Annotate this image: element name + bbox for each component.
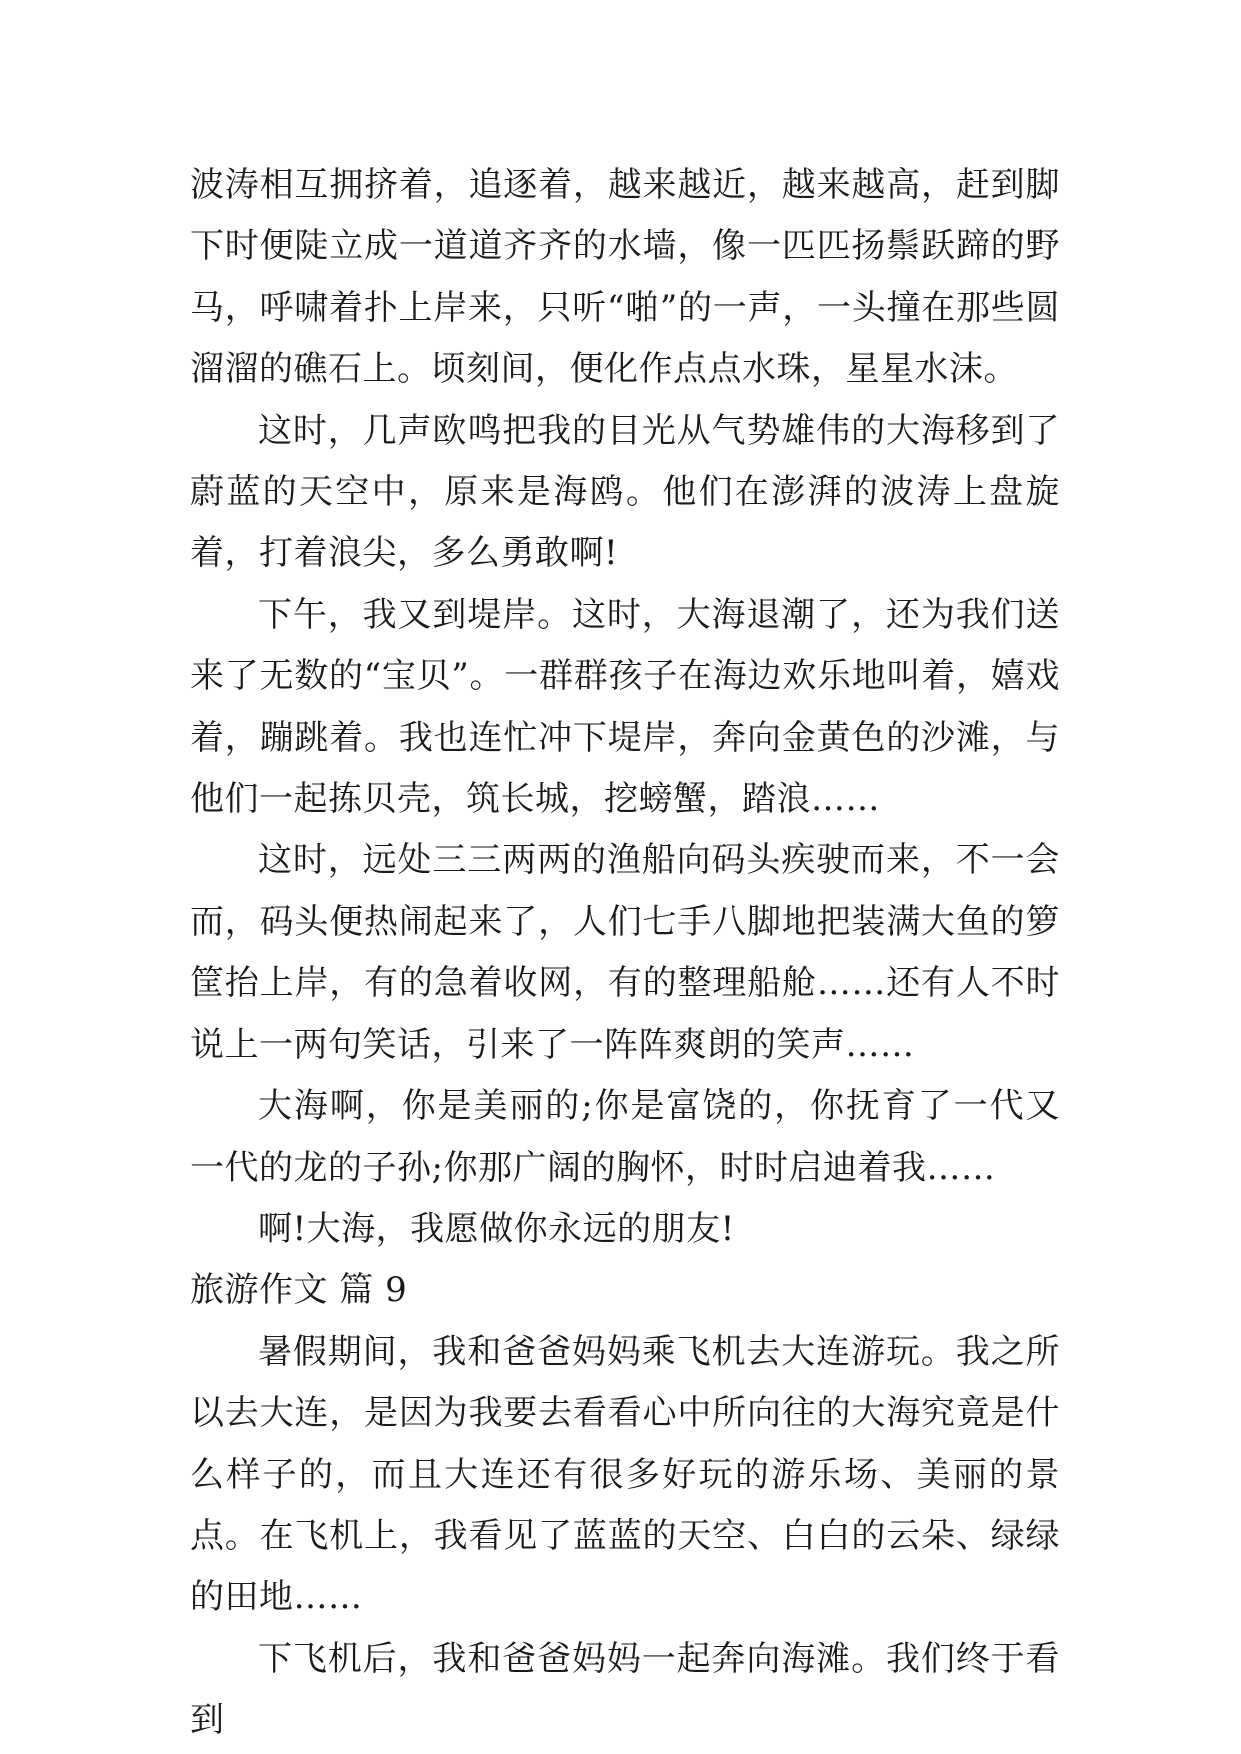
paragraph-ode-to-sea: 大海啊，你是美丽的;你是富饶的，你抚育了一代又一代的龙的子孙;你那广阔的胸怀，时时启迪着我…… (190, 1086, 1060, 1188)
paragraph-waves: 波涛相互拥挤着，追逐着，越来越近，越来越高，赶到脚下时便陡立成一道道齐齐的水墙，像一匹匹扬鬃跃蹄的野马，呼啸着扑上岸来，只听“啪”的一声，一头撞在那些圆溜溜的礁石上。顷刻间，便化作点点水珠，星星水沫。 (190, 165, 1060, 390)
paragraph-seagulls: 这时，几声欧鸣把我的目光从气势雄伟的大海移到了蔚蓝的天空中，原来是海鸥。他们在澎湃的波涛上盘旋着，打着浪尖，多么勇敢啊! (190, 410, 1060, 574)
paragraph-beach: 下飞机后，我和爸爸妈妈一起奔向海滩。我们终于看到 (190, 1638, 1060, 1741)
document-body (190, 155, 1060, 1752)
paragraph-friend: 啊!大海，我愿做你永远的朋友! (258, 1208, 735, 1249)
section-heading: 旅游作文 篇 9 (190, 1270, 408, 1311)
paragraph-fishing-boats: 这时，远处三三两两的渔船向码头疾驶而来，不一会而，码头便热闹起来了，人们七手八脚地把装满大鱼的箩筐抬上岸，有的急着收网，有的整理船舱……还有人不时说上一两句笑话，引来了一阵阵爽朗的笑声…… (190, 840, 1060, 1065)
paragraph-afternoon: 下午，我又到堤岸。这时，大海退潮了，还为我们送来了无数的“宝贝”。一群群孩子在海边欢乐地叫着，嬉戏着，蹦跳着。我也连忙冲下堤岸，奔向金黄色的沙滩，与他们一起拣贝壳，筑长城，挖螃蟹，踏浪…… (190, 594, 1060, 820)
paragraph-summer-trip: 暑假期间，我和爸爸妈妈乘飞机去大连游玩。我之所以去大连，是因为我要去看看心中所向往的大海究竟是什么样子的，而且大连还有很多好玩的游乐场、美丽的景点。在飞机上，我看见了蓝蓝的天空、白白的云朵、绿绿的田地…… (190, 1331, 1060, 1618)
